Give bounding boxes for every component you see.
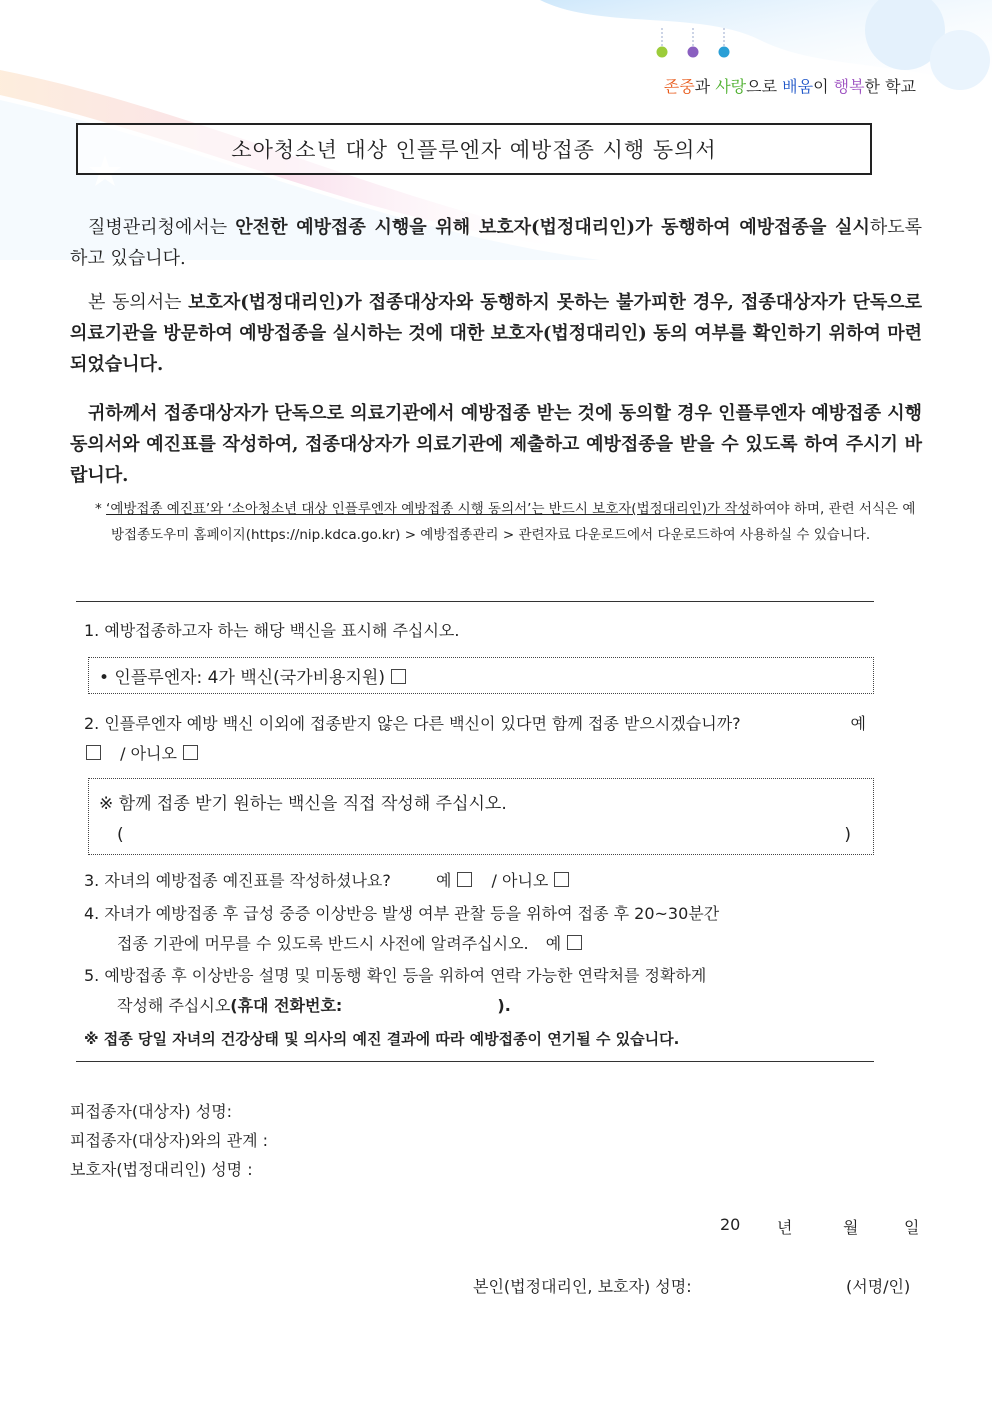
postpone-warning: ※ 접종 당일 자녀의 건강상태 및 의사의 예진 결과에 따라 예방접종이 연기될 수 있습니다. <box>84 1030 680 1048</box>
intro-paragraph-3: 귀하께서 접종대상자가 단독으로 의료기관에서 예방접종 받는 것에 동의할 경우 인플루엔자 예방접종 시행 동의서와 예진표를 작성하여, 접종대상자가 의료기관에 제출하고 예방접종을 받을 수 있도록 하여 주시기 바랍니다. <box>70 403 922 486</box>
purple-dot-icon <box>688 47 699 58</box>
divider <box>76 601 874 602</box>
intro-paragraph-1 <box>70 212 922 274</box>
question-3 <box>84 866 874 896</box>
phone-close: ). <box>497 996 511 1015</box>
note-bullet: * <box>95 501 102 517</box>
date-line <box>720 1215 925 1237</box>
subject-name-label: 피접종자(대상자) 성명: <box>70 1102 233 1121</box>
slogan-word: 이 <box>813 77 834 96</box>
question-1: 1. 예방접종하고자 하는 해당 백신을 표시해 주십시오. <box>84 621 460 640</box>
question-4-line-2: 접종 기관에 머무를 수 있도록 반드시 사전에 알려주십시오. <box>117 934 529 953</box>
date-day-label: 일 <box>904 1218 920 1237</box>
intro-text: 질병관리청에서는 <box>88 217 236 238</box>
document-title <box>76 123 872 175</box>
question-4 <box>84 899 874 929</box>
signature-label: 본인(법정대리인, 보호자) 성명: <box>473 1277 692 1296</box>
signature-mark[interactable]: (서명/인) <box>846 1277 911 1296</box>
question-5-cont <box>117 991 874 1021</box>
date-year-label: 년 <box>777 1218 793 1237</box>
note-underlined: ‘예방접종 예진표’와 ‘소아청소년 대상 인플루엔자 예방접종 시행 동의서’는 반드시 보호자(법정대리인)가 작성 <box>106 501 751 517</box>
slogan-word: 한 학교 <box>864 77 916 96</box>
other-vaccine-instruction: ※ 함께 접종 받기 원하는 백신을 직접 작성해 주십시오. <box>99 794 507 814</box>
vaccine-checkbox[interactable] <box>391 669 406 684</box>
vaccine-option-box <box>88 657 874 694</box>
question-3-no-label: / 아니오 <box>491 871 549 890</box>
intro-bold-text: 안전한 예방접종 시행을 위해 보호자(법정대리인)가 동행하여 예방접종을 실시 <box>235 217 870 238</box>
question-4-yes-checkbox[interactable] <box>567 935 582 950</box>
relation-label: 피접종자(대상자)와의 관계 : <box>70 1131 269 1150</box>
paren-close: ) <box>844 825 851 845</box>
question-2-yes-label: 예 <box>850 714 866 733</box>
question-3-text: 3. 자녀의 예방접종 예진표를 작성하셨나요? <box>84 871 391 890</box>
phone-label: (휴대 전화번호: <box>230 996 343 1015</box>
slogan-word: 사랑 <box>715 77 747 96</box>
slogan-word: 으로 <box>746 77 783 96</box>
question-4-yes-label: 예 <box>545 934 562 953</box>
slogan-word: 배움 <box>782 77 814 96</box>
guardian-name-label: 보호자(법정대리인) 성명 : <box>70 1160 253 1179</box>
question-5 <box>84 961 874 991</box>
note-text: 하여야 하며, 관련 서식은 예방접종도우미 홈페이지(https://nip.kdca.go.kr) > 예방접종관리 > 관련자료 다운로드에서 다운로드하여 사용하실 수 있습니다. <box>111 501 916 543</box>
date-year: 20 <box>720 1215 741 1234</box>
intro-text: 하도록 하고 있습니다. <box>70 217 923 269</box>
question-3-yes-label: 예 <box>435 871 452 890</box>
question-5-line-2: 작성해 주십시오 <box>117 996 231 1015</box>
blue-dot-icon <box>719 47 730 58</box>
vaccine-option-label: • 인플루엔자: 4가 백신(국가비용지원) <box>99 668 385 688</box>
green-dot-icon <box>657 47 668 58</box>
question-4-cont <box>117 929 874 959</box>
note-paragraph <box>95 496 921 548</box>
other-vaccine-box <box>88 778 874 855</box>
question-5-line-1: 5. 예방접종 후 이상반응 설명 및 미동행 확인 등을 위하여 연락 가능한 연락처를 정확하게 <box>84 966 707 985</box>
intro-text: 본 동의서는 <box>88 292 189 313</box>
question-3-yes-checkbox[interactable] <box>457 872 472 887</box>
question-2-text: 2. 인플루엔자 예방 백신 이외에 접종받지 않은 다른 백신이 있다면 함께 접종 받으시겠습니까? <box>84 714 741 733</box>
question-4-line-1: 4. 자녀가 예방접종 후 급성 중증 이상반응 발생 여부 관찰 등을 위하여 접종 후 20~30분간 <box>84 904 720 923</box>
other-vaccine-input-line[interactable] <box>99 820 873 851</box>
intro-bold-text: 보호자(법정대리인)가 접종대상자와 동행하지 못하는 불가피한 경우, 접종대상자가 단독으로 의료기관을 방문하여 예방접종을 실시하는 것에 대한 보호자(법정대리인) 동의 여부를 확인하기 위하여 마련되었습니다. <box>70 292 923 375</box>
paren-open: ( <box>117 825 124 845</box>
slogan-word: 과 <box>694 77 716 96</box>
date-month-label: 월 <box>843 1218 859 1237</box>
school-slogan <box>664 74 916 97</box>
slogan-word: 행복 <box>833 77 865 96</box>
question-2-no-label: / 아니오 <box>120 744 177 763</box>
title-text: 소아청소년 대상 인플루엔자 예방접종 시행 동의서 <box>231 138 717 162</box>
question-2-yes-checkbox[interactable] <box>86 745 101 760</box>
question-3-no-checkbox[interactable] <box>554 872 569 887</box>
intro-paragraph-2 <box>70 287 922 380</box>
question-2 <box>84 709 874 739</box>
slogan-word: 존중 <box>663 77 695 96</box>
divider <box>76 1061 874 1062</box>
question-2-options <box>84 739 874 769</box>
question-2-no-checkbox[interactable] <box>183 745 198 760</box>
